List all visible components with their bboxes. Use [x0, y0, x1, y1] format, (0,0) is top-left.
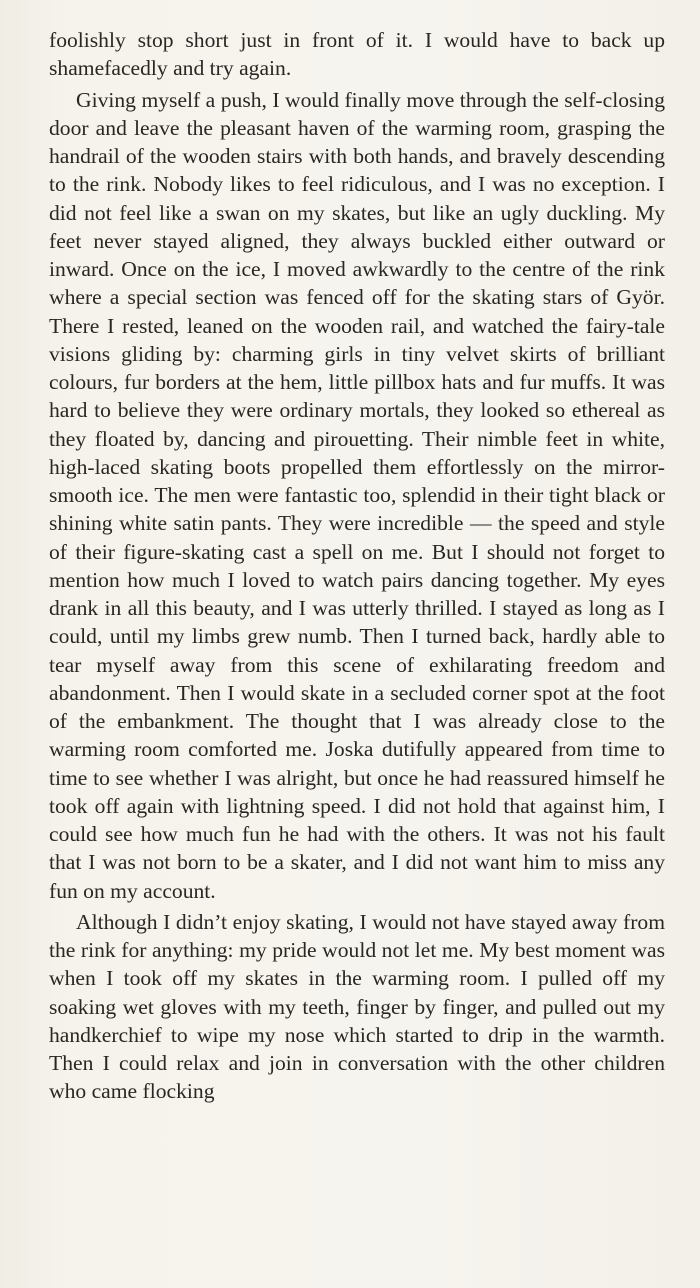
paragraph-skating-rink: Giving myself a push, I would finally move through the self-closing door and leave the pleasant haven of the warming room, grasping the handrail of the wooden stairs with both hands, and bravely descending to the rink. Nobody likes to feel ridiculous, and I was no exception. I did not feel like a swan on my skates, but like an ugly duckling. My feet never stayed aligned, they always buckled either outward or inward. Once on the ice, I moved awkwardly to the centre of the rink where a special section was fenced off for the skating stars of Györ. There I rested, leaned on the wooden rail, and watched the fairy-tale visions gliding by: charming girls in tiny velvet skirts of brilliant colours, fur borders at the hem, little pillbox hats and fur muffs. It was hard to believe they were ordinary mortals, they looked so ethereal as they floated by, dancing and pirouetting. Their nimble feet in white, high-laced skating boots propelled them effortlessly on the mirror-smooth ice. The men were fantastic too, splendid in their tight black or shining white satin pants. They were incredible — the speed and style of their figure-skating cast a spell on me. But I should not forget to mention how much I loved to watch pairs dancing together. My eyes drank in all this beauty, and I was utterly thrilled. I stayed as long as I could, until my limbs grew numb. Then I turned back, hardly able to tear myself away from this scene of exhilarating freedom and abandonment. Then I would skate in a secluded corner spot at the foot of the embankment. The thought that I was already close to the warming room comforted me. Joska dutifully appeared from time to time to see whether I was alright, but once he had reassured himself he took off again with lightning speed. I did not hold that against him, I could see how much fun he had with the others. It was not his fault that I was not born to be a skater, and I did not want him to miss any fun on my account. — [49, 87, 665, 903]
page-text — [49, 26, 665, 1106]
paragraph-continuation: foolishly stop short just in front of it. I would have to back up shamefacedly and try again. — [49, 28, 665, 81]
paragraph-warming-room: Although I didn’t enjoy skating, I would not have stayed away from the rink for anything: my pride would not let me. My best moment was when I took off my skates in the warming room. I pulled off my soaking wet gloves with my teeth, finger by finger, and pulled out my handkerchief to wipe my nose which started to drip in the warmth. Then I could relax and join in conversation with the other children who came flocking — [49, 909, 665, 1104]
